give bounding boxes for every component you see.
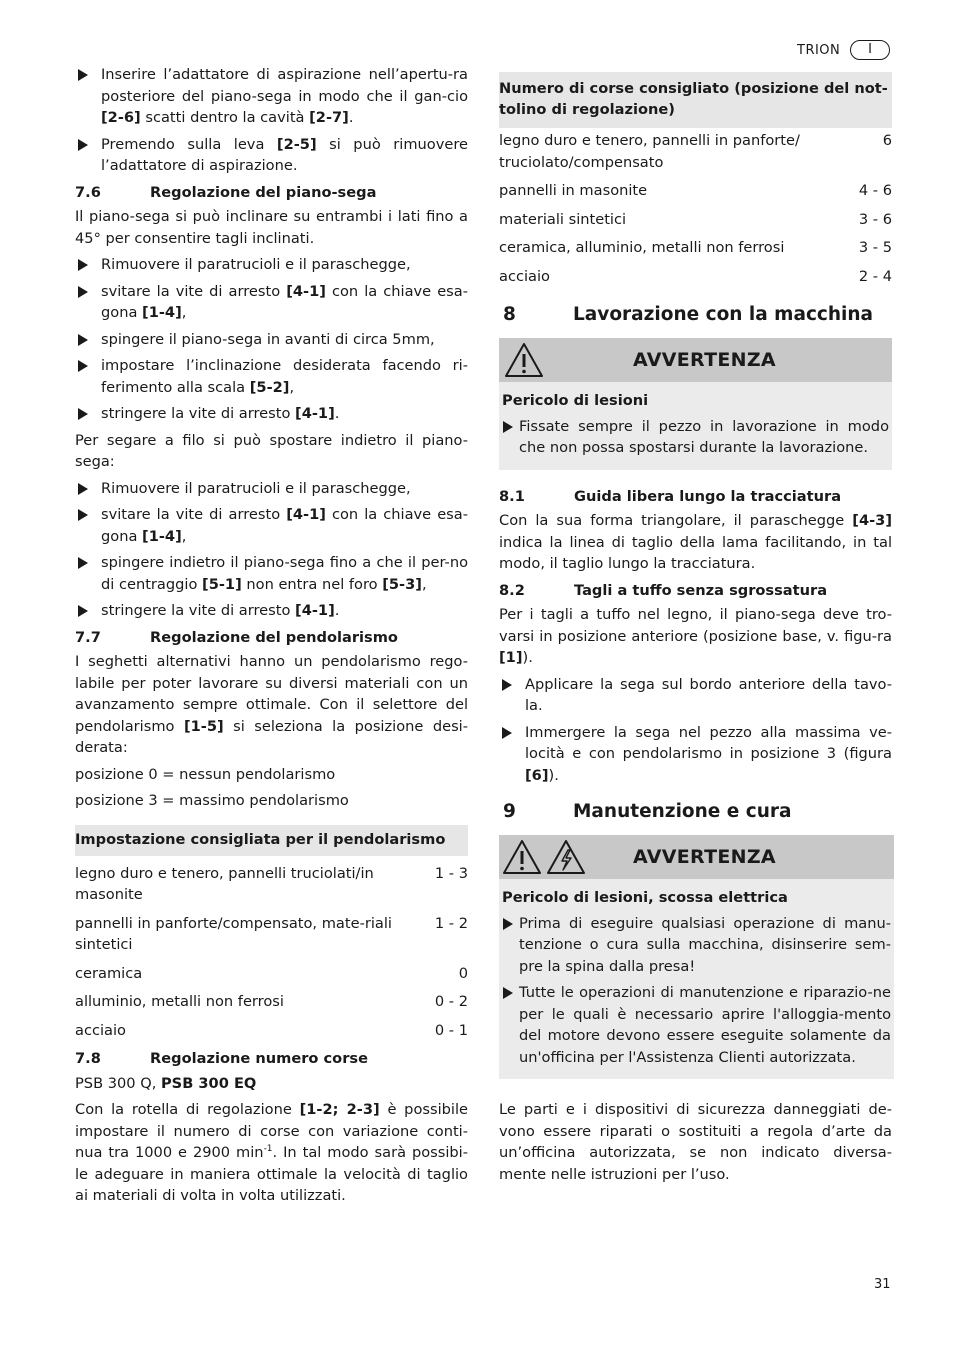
paragraph: Il piano-sega si può inclinare su entrambi i lati fino a 45° per consentire tagli inclinati. bbox=[75, 208, 468, 247]
table-cell-value: 0 - 2 bbox=[434, 993, 468, 1010]
warning-subtitle: Pericolo di lesioni, scossa elettrica bbox=[502, 889, 788, 906]
table-row bbox=[499, 237, 892, 259]
list-item: spingere indietro il piano-sega fino a che il per-no di centraggio [5-1] non entra nel foro [5-3], bbox=[75, 552, 468, 595]
warning-label: AVVERTENZA bbox=[633, 349, 776, 371]
warning-box bbox=[499, 835, 894, 1079]
table-cell-label: legno duro e tenero, pannelli truciolati/in masonite bbox=[75, 864, 374, 903]
paragraph: posizione 3 = massimo pendolarismo bbox=[75, 792, 349, 809]
model-line: PSB 300 Q, PSB 300 EQ bbox=[75, 1074, 257, 1092]
list-item: Rimuovere il paratrucioli e il paraschegge, bbox=[75, 478, 468, 500]
table-cell-value: 3 - 5 bbox=[858, 239, 892, 256]
list-item: stringere la vite di arresto [4-1]. bbox=[75, 403, 468, 425]
table-cell-label: pannelli in masonite bbox=[499, 182, 648, 199]
list-item: svitare la vite di arresto [4-1] con la chiave esa-gona [1-4], bbox=[75, 504, 468, 547]
table-cell-value: 0 bbox=[458, 964, 468, 982]
table-cell-value: 1 - 3 bbox=[434, 864, 468, 882]
left-column bbox=[75, 64, 468, 1212]
chapter-heading-8: 8 Lavorazione con la macchina bbox=[503, 304, 874, 325]
warning-bar bbox=[499, 338, 892, 382]
section-heading-7-6: 7.6 Regolazione del piano-sega bbox=[75, 183, 377, 201]
table-row bbox=[75, 863, 468, 906]
list-item: Premendo sulla leva [2-5] si può rimuovere l’adattatore di aspirazione. bbox=[75, 134, 468, 177]
warning-box bbox=[499, 338, 892, 470]
warning-label: AVVERTENZA bbox=[633, 846, 776, 868]
paragraph: posizione 0 = nessun pendolarismo bbox=[75, 765, 336, 783]
table-row bbox=[499, 180, 892, 202]
table-cell-label: acciaio bbox=[75, 1021, 126, 1039]
table-cell-label: pannelli in panforte/compensato, mate-riali sintetici bbox=[75, 914, 392, 953]
list-item: svitare la vite di arresto [4-1] con la chiave esa-gona [1-4], bbox=[75, 281, 468, 324]
pendulum-table bbox=[75, 863, 468, 1042]
section-heading-7-8: 7.8 Regolazione numero corse bbox=[75, 1050, 368, 1067]
warning-bar bbox=[499, 835, 894, 879]
paragraph: Per segare a filo si può spostare indietro il piano-sega: bbox=[75, 431, 468, 470]
section-heading-7-7: 7.7 Regolazione del pendolarismo bbox=[75, 628, 398, 646]
right-column bbox=[499, 72, 892, 1190]
list-item: Rimuovere il paratrucioli e il paraschegge, bbox=[75, 254, 468, 276]
paragraph: I seghetti alternativi hanno un pendolarismo rego-labile per poter lavorare su diversi materiali con un avanzamento sempre ottimale. Con il selettore del pendolarismo [1-5] si seleziona la posizione desi-derata: bbox=[75, 653, 468, 756]
table-header: Impostazione consigliata per il pendolarismo bbox=[75, 825, 468, 856]
paragraph: Con la sua forma triangolare, il paraschegge [4-3] indica la linea di taglio della lama facilitando, in tal modo, il taglio lungo la tracciatura. bbox=[499, 512, 892, 572]
table-cell-value: 3 - 6 bbox=[858, 210, 892, 228]
table-cell-label: ceramica bbox=[75, 964, 143, 982]
table-cell-value: 2 - 4 bbox=[858, 267, 892, 285]
list-item: Fissate sempre il pezzo in lavorazione in modo che non possa spostarsi durante la lavorazione. bbox=[502, 416, 889, 459]
electric-shock-icon bbox=[546, 839, 586, 875]
paragraph: Per i tagli a tuffo nel legno, il piano-sega deve tro-varsi in posizione anteriore (posizione base, v. figu-ra [1]). bbox=[499, 606, 892, 666]
table-cell-value: 4 - 6 bbox=[858, 182, 892, 199]
list-item: Immergere la sega nel pezzo alla massima ve-locità e con pendolarismo in posizione 3 (figura [6]). bbox=[499, 722, 892, 787]
section-heading-8-1: 8.1 Guida libera lungo la tracciatura bbox=[499, 487, 842, 505]
table-cell-value: 6 bbox=[882, 132, 892, 149]
page-number: 31 bbox=[874, 1277, 891, 1292]
warning-triangle-icon bbox=[504, 342, 544, 378]
list-item: impostare l’inclinazione desiderata facendo ri-ferimento alla scala [5-2], bbox=[75, 355, 468, 398]
section-heading-8-2: 8.2 Tagli a tuffo senza sgrossatura bbox=[499, 581, 828, 599]
table-row bbox=[75, 991, 468, 1013]
table-row bbox=[499, 209, 892, 231]
table-cell-label: materiali sintetici bbox=[499, 210, 627, 228]
table-cell-value: 1 - 2 bbox=[434, 914, 468, 932]
table-row bbox=[75, 1020, 468, 1042]
table-header: Numero di corse consigliato (posizione del not-tolino di regolazione) bbox=[499, 72, 892, 128]
paragraph: Le parti e i dispositivi di sicurezza danneggiati de-vono essere riparati o sostituiti a regola d’arte da un’officina autorizzata, se non indicato diversa-mente nelle istruzioni per l’uso. bbox=[499, 1101, 892, 1183]
header-brand: TRION bbox=[797, 43, 841, 58]
paragraph: Con la rotella di regolazione [1-2; 2-3] è possibile impostare il numero di corse con variazione conti-nua tra 1000 e 2900 $\min^{-1}$. In tal modo sarà possibi-le adeguare in maniera ottimale la velocità di taglio ai materiali di volta in volta utilizzati. bbox=[75, 1101, 468, 1204]
list-item: spingere il piano-sega in avanti di circa 5mm, bbox=[75, 329, 468, 351]
language-tab: I bbox=[850, 40, 890, 60]
table-row bbox=[499, 266, 892, 288]
table-cell-label: ceramica, alluminio, metalli non ferrosi bbox=[499, 239, 785, 256]
warning-subtitle: Pericolo di lesioni bbox=[502, 392, 649, 409]
table-row bbox=[75, 913, 468, 956]
table-cell-label: acciaio bbox=[499, 267, 550, 285]
warning-triangle-icon bbox=[502, 839, 542, 875]
list-item: Tutte le operazioni di manutenzione e riparazio-ne per le quali è necessario aprire l'alloggia-mento del motore devono essere eseguite solamente da un'officina per l'Assistenza Clienti autorizzata. bbox=[502, 982, 891, 1068]
table-cell-value: 0 - 1 bbox=[434, 1021, 468, 1039]
table-cell-label: legno duro e tenero, pannelli in panforte/ truciolato/compensato bbox=[499, 132, 800, 171]
stroke-table bbox=[499, 130, 892, 287]
table-row bbox=[75, 963, 468, 985]
list-item: Applicare la sega sul bordo anteriore della tavo-la. bbox=[499, 674, 892, 717]
list-item: Inserire l’adattatore di aspirazione nell’apertu-ra posteriore del piano-sega in modo che il gan-cio [2-6] scatti dentro la cavità [2-7]. bbox=[75, 64, 468, 129]
chapter-heading-9: 9 Manutenzione e cura bbox=[503, 801, 792, 822]
list-item: stringere la vite di arresto [4-1]. bbox=[75, 600, 468, 622]
table-row bbox=[499, 130, 892, 173]
table-cell-label: alluminio, metalli non ferrosi bbox=[75, 993, 284, 1010]
list-item: Prima di eseguire qualsiasi operazione di manu-tenzione o cura sulla macchina, disinserire sem-pre la spina dalla presa! bbox=[502, 913, 891, 978]
